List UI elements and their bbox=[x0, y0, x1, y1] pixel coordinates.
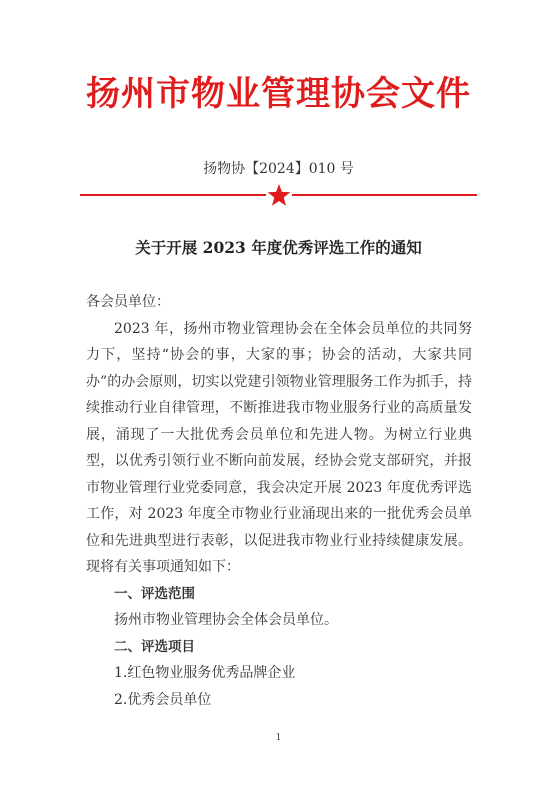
divider-line-right bbox=[292, 194, 477, 196]
divider-line-left bbox=[80, 194, 266, 196]
salutation: 各会员单位： bbox=[86, 294, 170, 310]
list-item: 2.优秀会员单位 bbox=[114, 691, 212, 708]
notice-body bbox=[86, 289, 472, 713]
notice-title: 关于开展 2023 年度优秀评选工作的通知 bbox=[135, 238, 422, 257]
red-divider bbox=[80, 184, 477, 206]
page-number: 1 bbox=[275, 733, 282, 743]
section-scope-text: 扬州市物业管理协会全体会员单位。 bbox=[114, 612, 338, 628]
list-item: 1.红色物业服务优秀品牌企业 bbox=[114, 665, 296, 681]
intro-paragraph: 2023 年，扬州市物业管理协会在全体会员单位的共同努力下，坚持“协会的事，大家的事；协会的活动，大家共同办”的办会原则，切实以党建引领物业管理服务工作为抓手，持续推动行业自律管理，不断推进我市物业服务行业的高质量发展，涌现了一大批优秀会员单位和先进人物。为树立行业典型，以优秀引领行业不断向前发展，经协会党支部研究，并报市物业管理行业党委同意，我会决定开展 2023 年度优秀评选工作，对 2023 年度全市物业行业涌现出来的一批优秀会员单位和先进典型进行表彰，以促进我市物业行业持续健康发展。现将有关事项通知如下： bbox=[86, 320, 472, 575]
document-header-title: 扬州市物业管理协会文件 bbox=[86, 74, 471, 114]
section-heading-items: 二、评选项目 bbox=[114, 638, 195, 655]
document-number: 扬物协【2024】010 号 bbox=[203, 161, 354, 177]
star-icon bbox=[267, 184, 291, 206]
section-heading-scope: 一、评选范围 bbox=[114, 585, 195, 602]
